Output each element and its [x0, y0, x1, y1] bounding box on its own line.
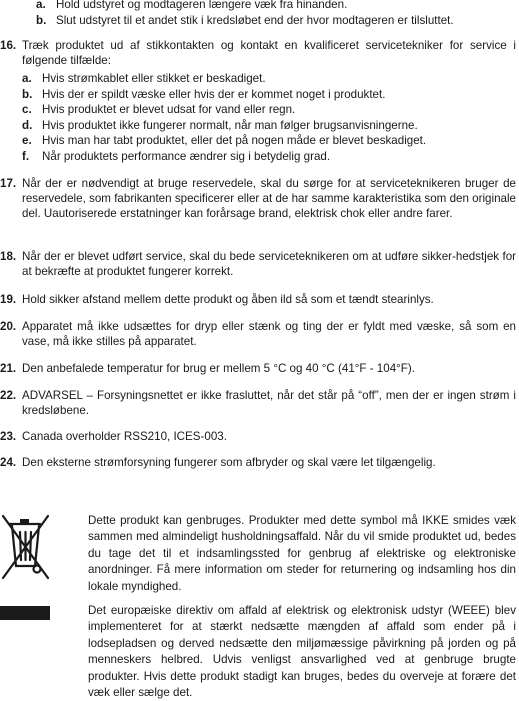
item-text: Den eksterne strømforsyning fungerer som afbryder og skal være let tilgængelig. — [22, 456, 436, 469]
item-letter: c. — [22, 103, 32, 117]
item-text: Når produktets performance ændrer sig i betydelig grad. — [42, 149, 331, 163]
item-text: Hvis strømkablet eller stikket er beskadiget. — [42, 72, 266, 85]
item-text: Hvis man har tabt produktet, eller det på nogen måde er blevet beskadiget. — [42, 134, 427, 148]
item-text: Hvis produktet ikke fungerer normalt, når man følger brugsanvisningerne. — [42, 118, 418, 132]
item-text: Hvis der er spildt væske eller hvis der er kommet noget i produktet. — [42, 87, 386, 101]
item-text: Træk produktet ud af stikkontakten og kontakt en kvalificeret servicetekniker for service i følgende tilfælde: — [22, 39, 516, 68]
numbered-item-18 — [0, 249, 516, 279]
item-text: Hold sikker afstand mellem dette produkt og åben ild så som et tændt stearinlys. — [22, 293, 434, 306]
numbered-item-20 — [0, 319, 516, 349]
item-text: Hvis produktet er blevet udsat for vand eller regn. — [42, 103, 296, 117]
recycling-paragraph: Dette produkt kan genbruges. Produkter med dette symbol må IKKE smides væk sammen med almindeligt husholdningsaffald. Når du vil smide produktet ud, bedes du tage det til et indsamlingssted for genbrug af elektriske og elektroniske anordninger. Få mere information om steder for returnering og indsamling hos din lokale myndighed. — [88, 514, 516, 593]
item-number: 16. — [0, 39, 17, 52]
list-item — [36, 0, 512, 12]
item-text: Hold udstyret og modtageren længere væk fra hinanden. — [56, 0, 348, 11]
item-text: Når der er blevet udført service, skal du bede serviceteknikeren om at udføre sikker-hedstjek for at bekræfte at produktet fungerer korrekt. — [22, 250, 516, 279]
item-letter: a. — [36, 0, 46, 11]
item-number: 23. — [0, 430, 17, 443]
item-number: 18. — [0, 250, 17, 263]
item-letter: a. — [22, 72, 32, 85]
item-number: 20. — [0, 320, 17, 333]
item-text: Den anbefalede temperatur for brug er mellem 5 °C og 40 °C (41°F - 104°F). — [22, 362, 415, 375]
numbered-item-16 — [0, 38, 516, 68]
list-item — [36, 13, 512, 28]
list-item — [22, 118, 512, 134]
weee-directive-paragraph: Det europæiske direktiv om affald af elektrisk og elektronisk udstyr (WEEE) blev implementeret for at stærkt nedsætte mængden af affald som ender på i lodsepladsen og derved nedsætte den miljømæssige påvirkning på jorden og på menneskers helbred. Udvis venligst ansvarlighed ved at genbruge brugte produkter. Hvis dette produkt stadigt kan bruges, bedes du overveje at forære det væk eller sælge det. — [88, 604, 516, 700]
crossed-out-wheelie-bin-icon — [0, 512, 50, 640]
item-letter: b. — [36, 14, 47, 27]
item-letter: e. — [22, 134, 32, 148]
list-item — [22, 71, 512, 87]
item-text: Canada overholder RSS210, ICES-003. — [22, 430, 227, 443]
sublist-16 — [22, 71, 512, 165]
item-text: Når der er nødvendigt at bruge reservedele, skal du sørge for at serviceteknikeren bruger de reservedele, som fabrikanten specificerer eller at de har samme karakteristika som den originale del. Uautoriserede erstatninger kan forårsage brand, elektrisk chok eller andre farer. — [22, 177, 516, 221]
numbered-item-24 — [0, 455, 516, 470]
black-bar — [0, 606, 50, 620]
list-item — [22, 102, 512, 118]
numbered-item-23 — [0, 429, 516, 444]
item-number: 24. — [0, 456, 17, 469]
item-text: Apparatet må ikke udsættes for dryp eller stænk og ting der er fyldt med væske, så som en vase, må ikke stilles på apparatet. — [22, 320, 516, 349]
numbered-item-17 — [0, 176, 516, 222]
list-item — [22, 149, 512, 165]
item-letter: f. — [22, 149, 30, 163]
item-text: Slut udstyret til et andet stik i kredsløbet end der hvor modtageren er tilsluttet. — [56, 14, 454, 27]
item-letter: b. — [22, 87, 33, 101]
item-number: 22. — [0, 389, 17, 402]
item-text: ADVARSEL – Forsyningsnettet er ikke frasluttet, når det står på “off”, men der er ingen strøm i kredsløbene. — [22, 389, 516, 418]
item-letter: d. — [22, 118, 33, 132]
item-number: 21. — [0, 362, 17, 375]
list-item — [22, 133, 512, 149]
item-number: 17. — [0, 177, 17, 190]
numbered-item-22 — [0, 388, 516, 418]
numbered-item-19 — [0, 292, 516, 307]
numbered-item-21 — [0, 361, 516, 376]
list-item — [22, 87, 512, 103]
item-number: 19. — [0, 293, 17, 306]
